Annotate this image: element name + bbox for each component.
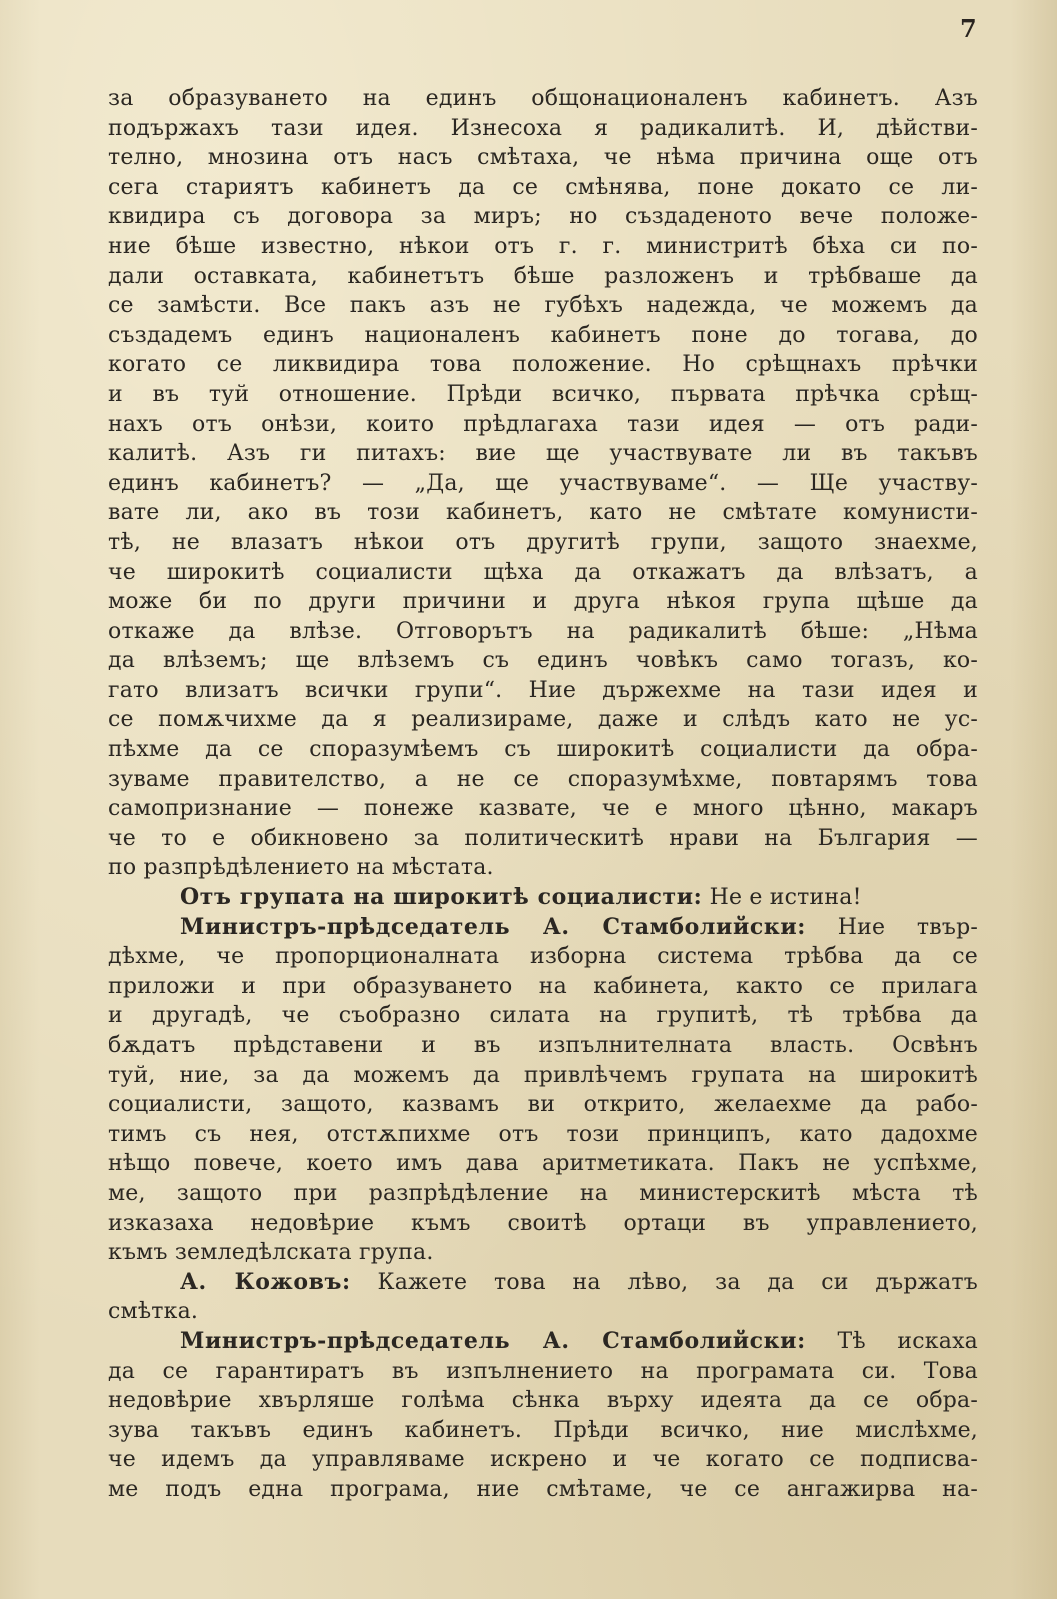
paragraph xyxy=(108,1327,978,1505)
text-line: дѣхме, че пропорционалната изборна система трѣбва да се xyxy=(108,944,978,970)
text-line: се помѫчихме да я реализираме, даже и слѣдъ като не ус- xyxy=(108,707,978,733)
text-line: вате ли, ако въ този кабинетъ, като не смѣтате комунисти- xyxy=(108,500,978,526)
text-line: да влѣземъ; ще влѣземъ съ единъ човѣкъ само тогазъ, ко- xyxy=(108,648,978,674)
speaker-name: Министръ-прѣдседатель А. Стамболийски: xyxy=(180,913,806,940)
text-line: квидира съ договора за миръ; но създаденото вече положе- xyxy=(108,204,978,230)
text-line: ние бѣше известно, нѣкои отъ г. г. министритѣ бѣха си по- xyxy=(108,233,978,259)
text-line: зуваме правителство, а не се споразумѣхме, повтарямъ това xyxy=(108,766,978,792)
text-line: нѣщо повече, което имъ дава аритметиката. Пакъ не успѣхме, xyxy=(108,1151,978,1177)
text-line: тѣ, не влазатъ нѣкои отъ другитѣ групи, защото знаехме, xyxy=(108,529,978,555)
text-line: откаже да влѣзе. Отговорътъ на радикалитѣ бѣше: „Нѣма xyxy=(108,618,978,644)
text-line: бѫдатъ прѣдставени и въ изпълнителната власть. Освѣнъ xyxy=(108,1033,978,1058)
text-line: самопризнание — понеже казвате, че е много цѣнно, макаръ xyxy=(108,796,978,822)
speech-text: Кажете това на лѣво, за да си държатъ xyxy=(377,1269,978,1295)
text-line: нахъ отъ онѣзи, които прѣдлагаха тази идея — отъ ради- xyxy=(108,411,978,437)
text-line: че широкитѣ социалисти щѣха да откажатъ да влѣзатъ, а xyxy=(108,559,978,585)
paragraph xyxy=(108,883,978,913)
text-line: да се гарантиратъ въ изпълнението на програмата си. Това xyxy=(108,1358,978,1384)
text-line: приложи и при образуването на кабинета, както се прилага xyxy=(108,973,978,999)
text-line: може би по други причини и друга нѣкоя група щѣше да xyxy=(108,589,978,615)
speaker-name: Отъ групата на широкитѣ социалисти: xyxy=(180,884,703,911)
text-line: пѣхме да се споразумѣемъ съ широкитѣ социалисти да обра- xyxy=(108,737,978,763)
paragraph xyxy=(108,913,978,1268)
text-line: смѣтка. xyxy=(108,1299,199,1325)
text-line: подържахъ тази идея. Изнесоха я радикалитѣ. И, дѣйстви- xyxy=(108,115,978,141)
body-text xyxy=(108,84,978,1505)
speaker-name: Министръ-прѣдседатель А. Стамболийски: xyxy=(180,1327,806,1354)
text-line: дали оставката, кабинетътъ бѣше разложенъ и трѣбваше да xyxy=(108,263,978,289)
text-line: сега стариятъ кабинетъ да се смѣнява, поне докато се ли- xyxy=(108,174,978,200)
text-line xyxy=(108,1268,978,1298)
text-line: по разпрѣдѣлението на мѣстата. xyxy=(108,855,494,881)
text-line: че то е обикновено за политическитѣ нрави на България — xyxy=(108,825,978,851)
text-line: къмъ земледѣлската група. xyxy=(108,1240,434,1266)
text-line: и въ туй отношение. Прѣди всичко, първата прѣчка срѣщ- xyxy=(108,381,978,407)
speech-text: Не е истина! xyxy=(709,885,862,911)
text-line: недовѣрие хвърляше голѣма сѣнка върху идеята да се обра- xyxy=(108,1388,978,1414)
text-line: единъ кабинетъ? — „Да, ще участвуваме“. — Ще участву- xyxy=(108,470,978,496)
text-line xyxy=(108,883,978,913)
paragraph xyxy=(108,1268,978,1327)
text-line: телно, мнозина отъ насъ смѣтаха, че нѣма причина още отъ xyxy=(108,145,978,171)
speech-text: Ние твър- xyxy=(837,914,978,940)
text-line: гато влизатъ всички групи“. Ние държехме на тази идея и xyxy=(108,677,978,703)
text-line xyxy=(108,1327,978,1357)
text-line xyxy=(108,913,978,943)
text-line: изказаха недовѣрие къмъ своитѣ ортаци въ управлението, xyxy=(108,1210,978,1236)
text-line: се замѣсти. Все пакъ азъ не губѣхъ надежда, че можемъ да xyxy=(108,293,978,319)
text-line: ме, защото при разпрѣдѣление на министерскитѣ мѣста тѣ xyxy=(108,1180,978,1206)
speaker-name: А. Кожовъ: xyxy=(180,1268,351,1295)
text-line: ме подъ една програма, ние смѣтаме, че се ангажирва на- xyxy=(108,1476,978,1502)
text-line: зува такъвъ единъ кабинетъ. Прѣди всичко, ние мислѣхме, xyxy=(108,1417,978,1443)
text-line: тимъ съ нея, отстѫпихме отъ този принципъ, като дадохме xyxy=(108,1121,978,1147)
text-line: и другадѣ, че съобразно силата на групитѣ, тѣ трѣбва да xyxy=(108,1003,978,1029)
text-line: създадемъ единъ националенъ кабинетъ поне до тогава, до xyxy=(108,322,978,348)
page-number: 7 xyxy=(960,14,977,43)
text-line: че идемъ да управляваме искрено и че когато се подписва- xyxy=(108,1447,978,1473)
text-line: калитѣ. Азъ ги питахъ: вие ще участвувате ли въ такъвъ xyxy=(108,441,978,467)
speech-text: Тѣ искаха xyxy=(837,1328,978,1354)
paragraph xyxy=(108,84,978,883)
text-line: социалисти, защото, казвамъ ви открито, желаехме да рабо- xyxy=(108,1092,978,1118)
text-line: когато се ликвидира това положение. Но срѣщнахъ прѣчки xyxy=(108,352,978,378)
text-line: за образуването на единъ общонационаленъ кабинетъ. Азъ xyxy=(108,86,978,111)
text-line: туй, ние, за да можемъ да привлѣчемъ групата на широкитѣ xyxy=(108,1062,978,1088)
